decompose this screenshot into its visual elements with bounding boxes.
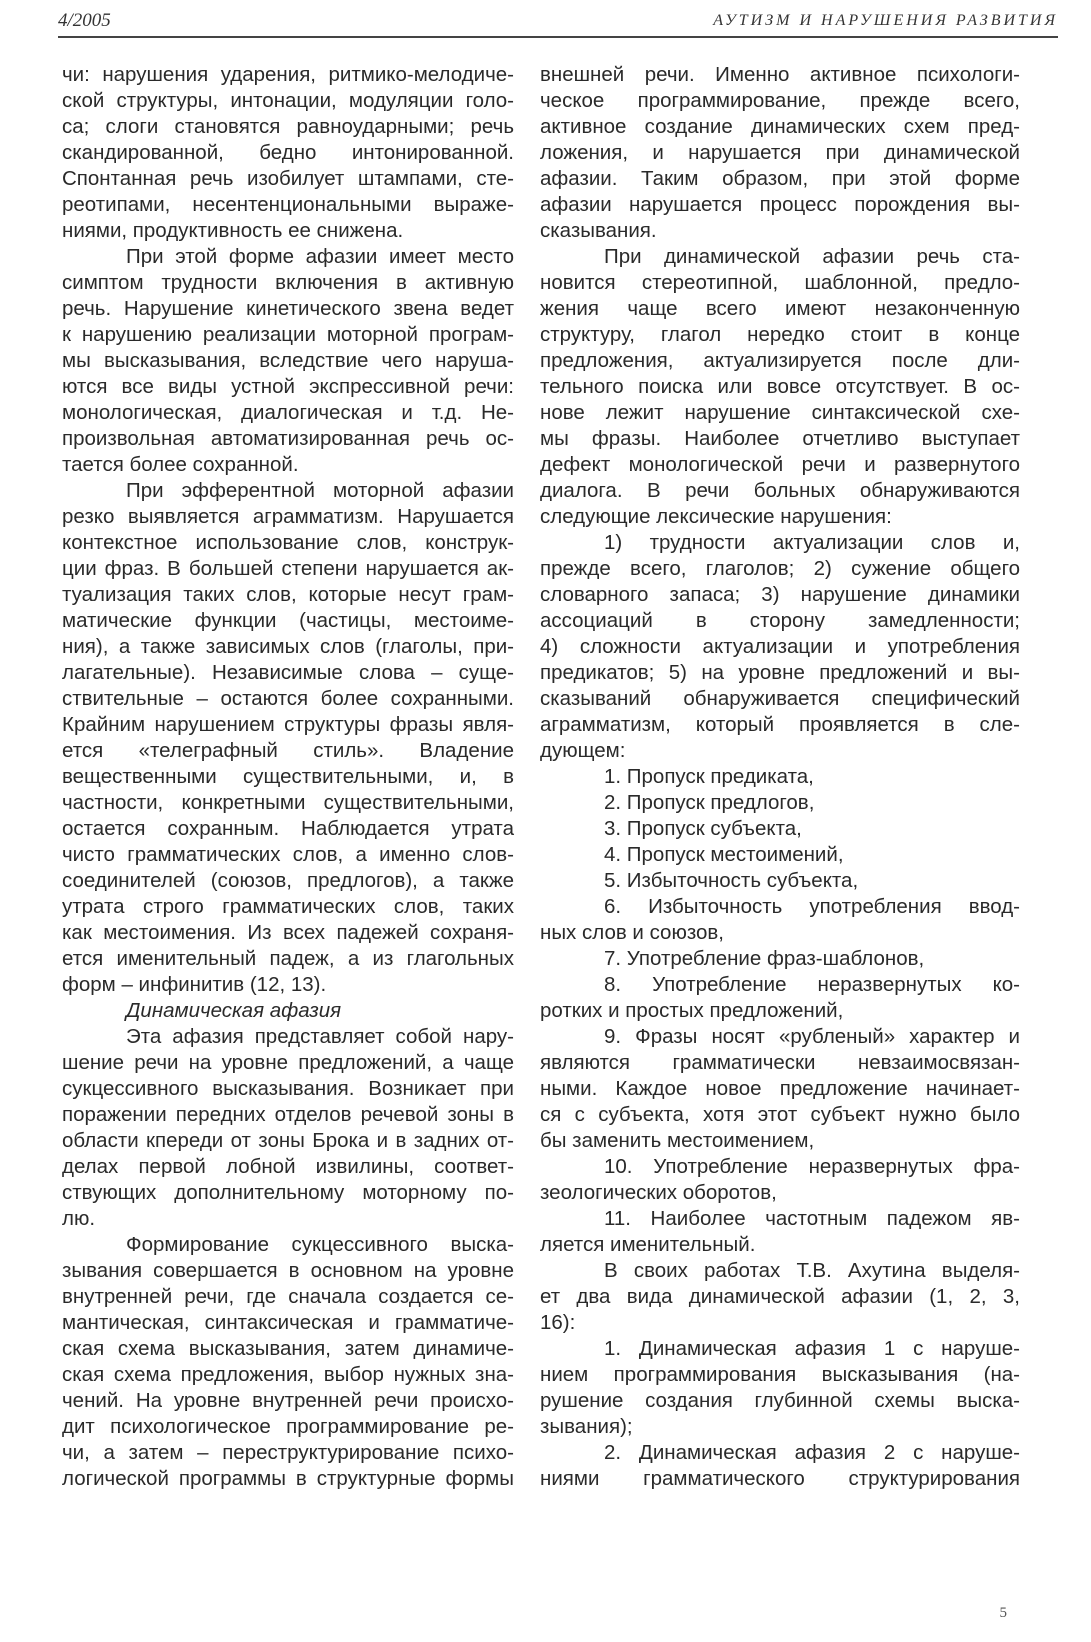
text-line: 8. Употребление неразвернутых ко- [604,973,1020,996]
text-line: Крайним нарушением структуры фразы явля- [62,713,514,736]
text-line: нове лежит нарушение синтаксической схе- [540,401,1020,424]
text-line: частности, конкретными существительными, [62,791,514,814]
text-line: чисто грамматических слов, а именно слов- [62,843,514,866]
text-line: внутренней речи, где сначала создается се- [62,1285,514,1308]
text-line: сукцессивного высказывания. Возникает при [62,1077,514,1100]
text-column-right [540,62,1020,1492]
text-line: афазии. Таким образом, при этой форме [540,167,1020,190]
text-line: туализация таких слов, которые несут грам- [62,583,514,606]
text-line: тельного поиска или вовсе отсутствует. В ос- [540,375,1020,398]
text-line: 6. Избыточность употребления ввод- [604,895,1020,918]
text-line: 2. Динамическая афазия 2 с наруше- [604,1441,1020,1464]
text-line: жения чаще всего имеют незаконченную [540,297,1020,320]
text-line: ся с субъекта, хотя этот субъект нужно было [540,1103,1020,1126]
text-line: 16): [540,1311,576,1334]
text-line: зеологических оборотов, [540,1181,777,1204]
header-divider [58,36,1058,38]
text-line: к нарушению реализации моторной програм- [62,323,514,346]
text-line: диалога. В речи больных обнаруживаются [540,479,1020,502]
text-column-left [62,62,514,1492]
text-line: ниями грамматического структурирования [540,1467,1020,1490]
text-line: зывания); [540,1415,633,1438]
text-line: словарного запаса; 3) нарушение динамики [540,583,1020,606]
text-line: прежде всего, глаголов; 2) сужение общего [540,557,1020,580]
text-line: активное создание динамических схем пред- [540,115,1020,138]
text-line: ская схема высказывания, затем динамиче- [62,1337,514,1360]
text-line: чи, а затем – переструктурирование психо- [62,1441,514,1464]
text-line: матические функции (частицы, местоиме- [62,609,514,632]
text-line: 2. Пропуск предлогов, [604,791,815,814]
text-line: делах первой лобной извилины, соответ- [62,1155,514,1178]
text-line: бы заменить местоимением, [540,1129,815,1152]
text-line: При эфферентной моторной афазии [126,479,514,502]
text-line: ческое программирование, прежде всего, [540,89,1020,112]
text-line: При этой форме афазии имеет место [126,245,514,268]
text-line: произвольная автоматизированная речь ос- [62,427,514,450]
text-line: ются все виды устной экспрессивной речи: [62,375,514,398]
text-line: ния), а также зависимых слов (глаголы, при- [62,635,514,658]
text-line: остается сохранным. Наблюдается утрата [62,817,514,840]
text-line: 1. Динамическая афазия 1 с наруше- [604,1337,1020,1360]
text-line: ассоциаций в сторону замедленности; [540,609,1020,632]
text-line: дефект монологической речи и развернутого [540,453,1020,476]
text-line: сказывания. [540,219,657,242]
text-line: логической программы в структурные формы [62,1467,514,1490]
text-line: ложения, и нарушается при динамической [540,141,1020,164]
text-line: мантическая, синтаксическая и грамматиче- [62,1311,514,1334]
text-line: ется «телеграфный стиль». Владение [62,739,514,762]
text-line: внешней речи. Именно активное психологи- [540,63,1020,86]
text-line: поражении передних отделов речевой зоны в [62,1103,514,1126]
text-line: лю. [62,1207,96,1230]
text-line: Формирование сукцессивного выска- [126,1233,514,1256]
text-line: скандированной, бедно интонированной. [62,141,514,164]
text-line: структуру, глагол нередко стоит в конце [540,323,1020,346]
text-line: 3. Пропуск субъекта, [604,817,802,840]
text-line: ется именительный падеж, а из глагольных [62,947,514,970]
text-line: тается более сохранной. [62,453,299,476]
text-line: ствительные – остаются более сохранными. [62,687,514,710]
text-line: ных слов и союзов, [540,921,724,944]
text-line: ниями, продуктивность ее снижена. [62,219,404,242]
text-line: афазии нарушается процесс порождения вы- [540,193,1020,216]
text-line: следующие лексические нарушения: [540,505,892,528]
text-line: нием программирования высказывания (на- [540,1363,1020,1386]
text-line: мы высказывания, вследствие чего наруша- [62,349,514,372]
text-line: дующем: [540,739,626,762]
section-heading: Динамическая афазия [126,999,342,1022]
text-line: ствующих дополнительному моторному по- [62,1181,514,1204]
text-line: новится стереотипной, шаблонной, предло- [540,271,1020,294]
text-line: 1) трудности актуализации слов и, [604,531,1020,554]
text-line: ротких и простых предложений, [540,999,844,1022]
text-line: являются грамматически невзаимосвязан- [540,1051,1020,1074]
text-line: сказываний обнаруживается специфический [540,687,1020,710]
text-line: При динамической афазии речь ста- [604,245,1020,268]
text-line: рушение создания глубинной схемы выска- [540,1389,1020,1412]
text-line: ляется именительный. [540,1233,756,1256]
text-line: 11. Наиболее частотным падежом яв- [604,1207,1020,1230]
text-line: вещественными существительными, и, в [62,765,514,788]
text-line: как местоимения. Из всех падежей сохраня- [62,921,514,944]
text-line: ет два вида динамической афазии (1, 2, 3, [540,1285,1020,1308]
text-line: соединителей (союзов, предлогов), а также [62,869,514,892]
text-line: са; слоги становятся равноударными; речь [62,115,514,138]
text-line: 1. Пропуск предиката, [604,765,814,788]
text-line: 5. Избыточность субъекта, [604,869,859,892]
text-line: дит психологическое программирование ре- [62,1415,514,1438]
text-line: ции фраз. В большей степени нарушается ак- [62,557,514,580]
text-line: области кпереди от зоны Брока и в задних от- [62,1129,514,1152]
text-line: Эта афазия представляет собой нару- [126,1025,514,1048]
text-line: ской структуры, интонации, модуляции голо- [62,89,514,112]
text-line: монологическая, диалогическая и т.д. Не- [62,401,514,424]
text-line: 7. Употребление фраз-шаблонов, [604,947,925,970]
journal-title: АУТИЗМ И НАРУШЕНИЯ РАЗВИТИЯ [713,12,1058,29]
text-line: реотипами, несентенциональными выраже- [62,193,514,216]
text-line: лагательные). Независимые слова – суще- [62,661,514,684]
text-line: 4. Пропуск местоимений, [604,843,844,866]
text-line: ская схема предложения, выбор нужных зна- [62,1363,514,1386]
text-line: 4) сложности актуализации и употребления [540,635,1020,658]
text-line: чений. На уровне внутренней речи происхо- [62,1389,514,1412]
text-line: 9. Фразы носят «рубленый» характер и [604,1025,1020,1048]
text-line: контекстное использование слов, конструк- [62,531,514,554]
text-line: утрата строго грамматических слов, таких [62,895,514,918]
text-line: речь. Нарушение кинетического звена ведет [62,297,514,320]
issue-number: 4/2005 [58,10,111,31]
text-line: предикатов; 5) на уровне предложений и вы- [540,661,1020,684]
text-line: аграмматизм, который проявляется в сле- [540,713,1020,736]
text-line: резко выявляется аграмматизм. Нарушается [62,505,514,528]
text-line: шение речи на уровне предложений, а чаще [62,1051,514,1074]
text-line: мы фразы. Наиболее отчетливо выступает [540,427,1020,450]
text-line: Спонтанная речь изобилует штампами, сте- [62,167,514,190]
text-line: В своих работах Т.В. Ахутина выделя- [604,1259,1020,1282]
text-line: чи: нарушения ударения, ритмико-мелодиче- [62,63,514,86]
text-line: ными. Каждое новое предложение начинает- [540,1077,1020,1100]
page-number: 5 [999,1605,1007,1621]
text-line: зывания совершается в основном на уровне [62,1259,514,1282]
text-line: симптом трудности включения в активную [62,271,514,294]
text-line: форм – инфинитив (12, 13). [62,973,327,996]
text-line: предложения, актуализируется после дли- [540,349,1020,372]
text-line: 10. Употребление неразвернутых фра- [604,1155,1020,1178]
